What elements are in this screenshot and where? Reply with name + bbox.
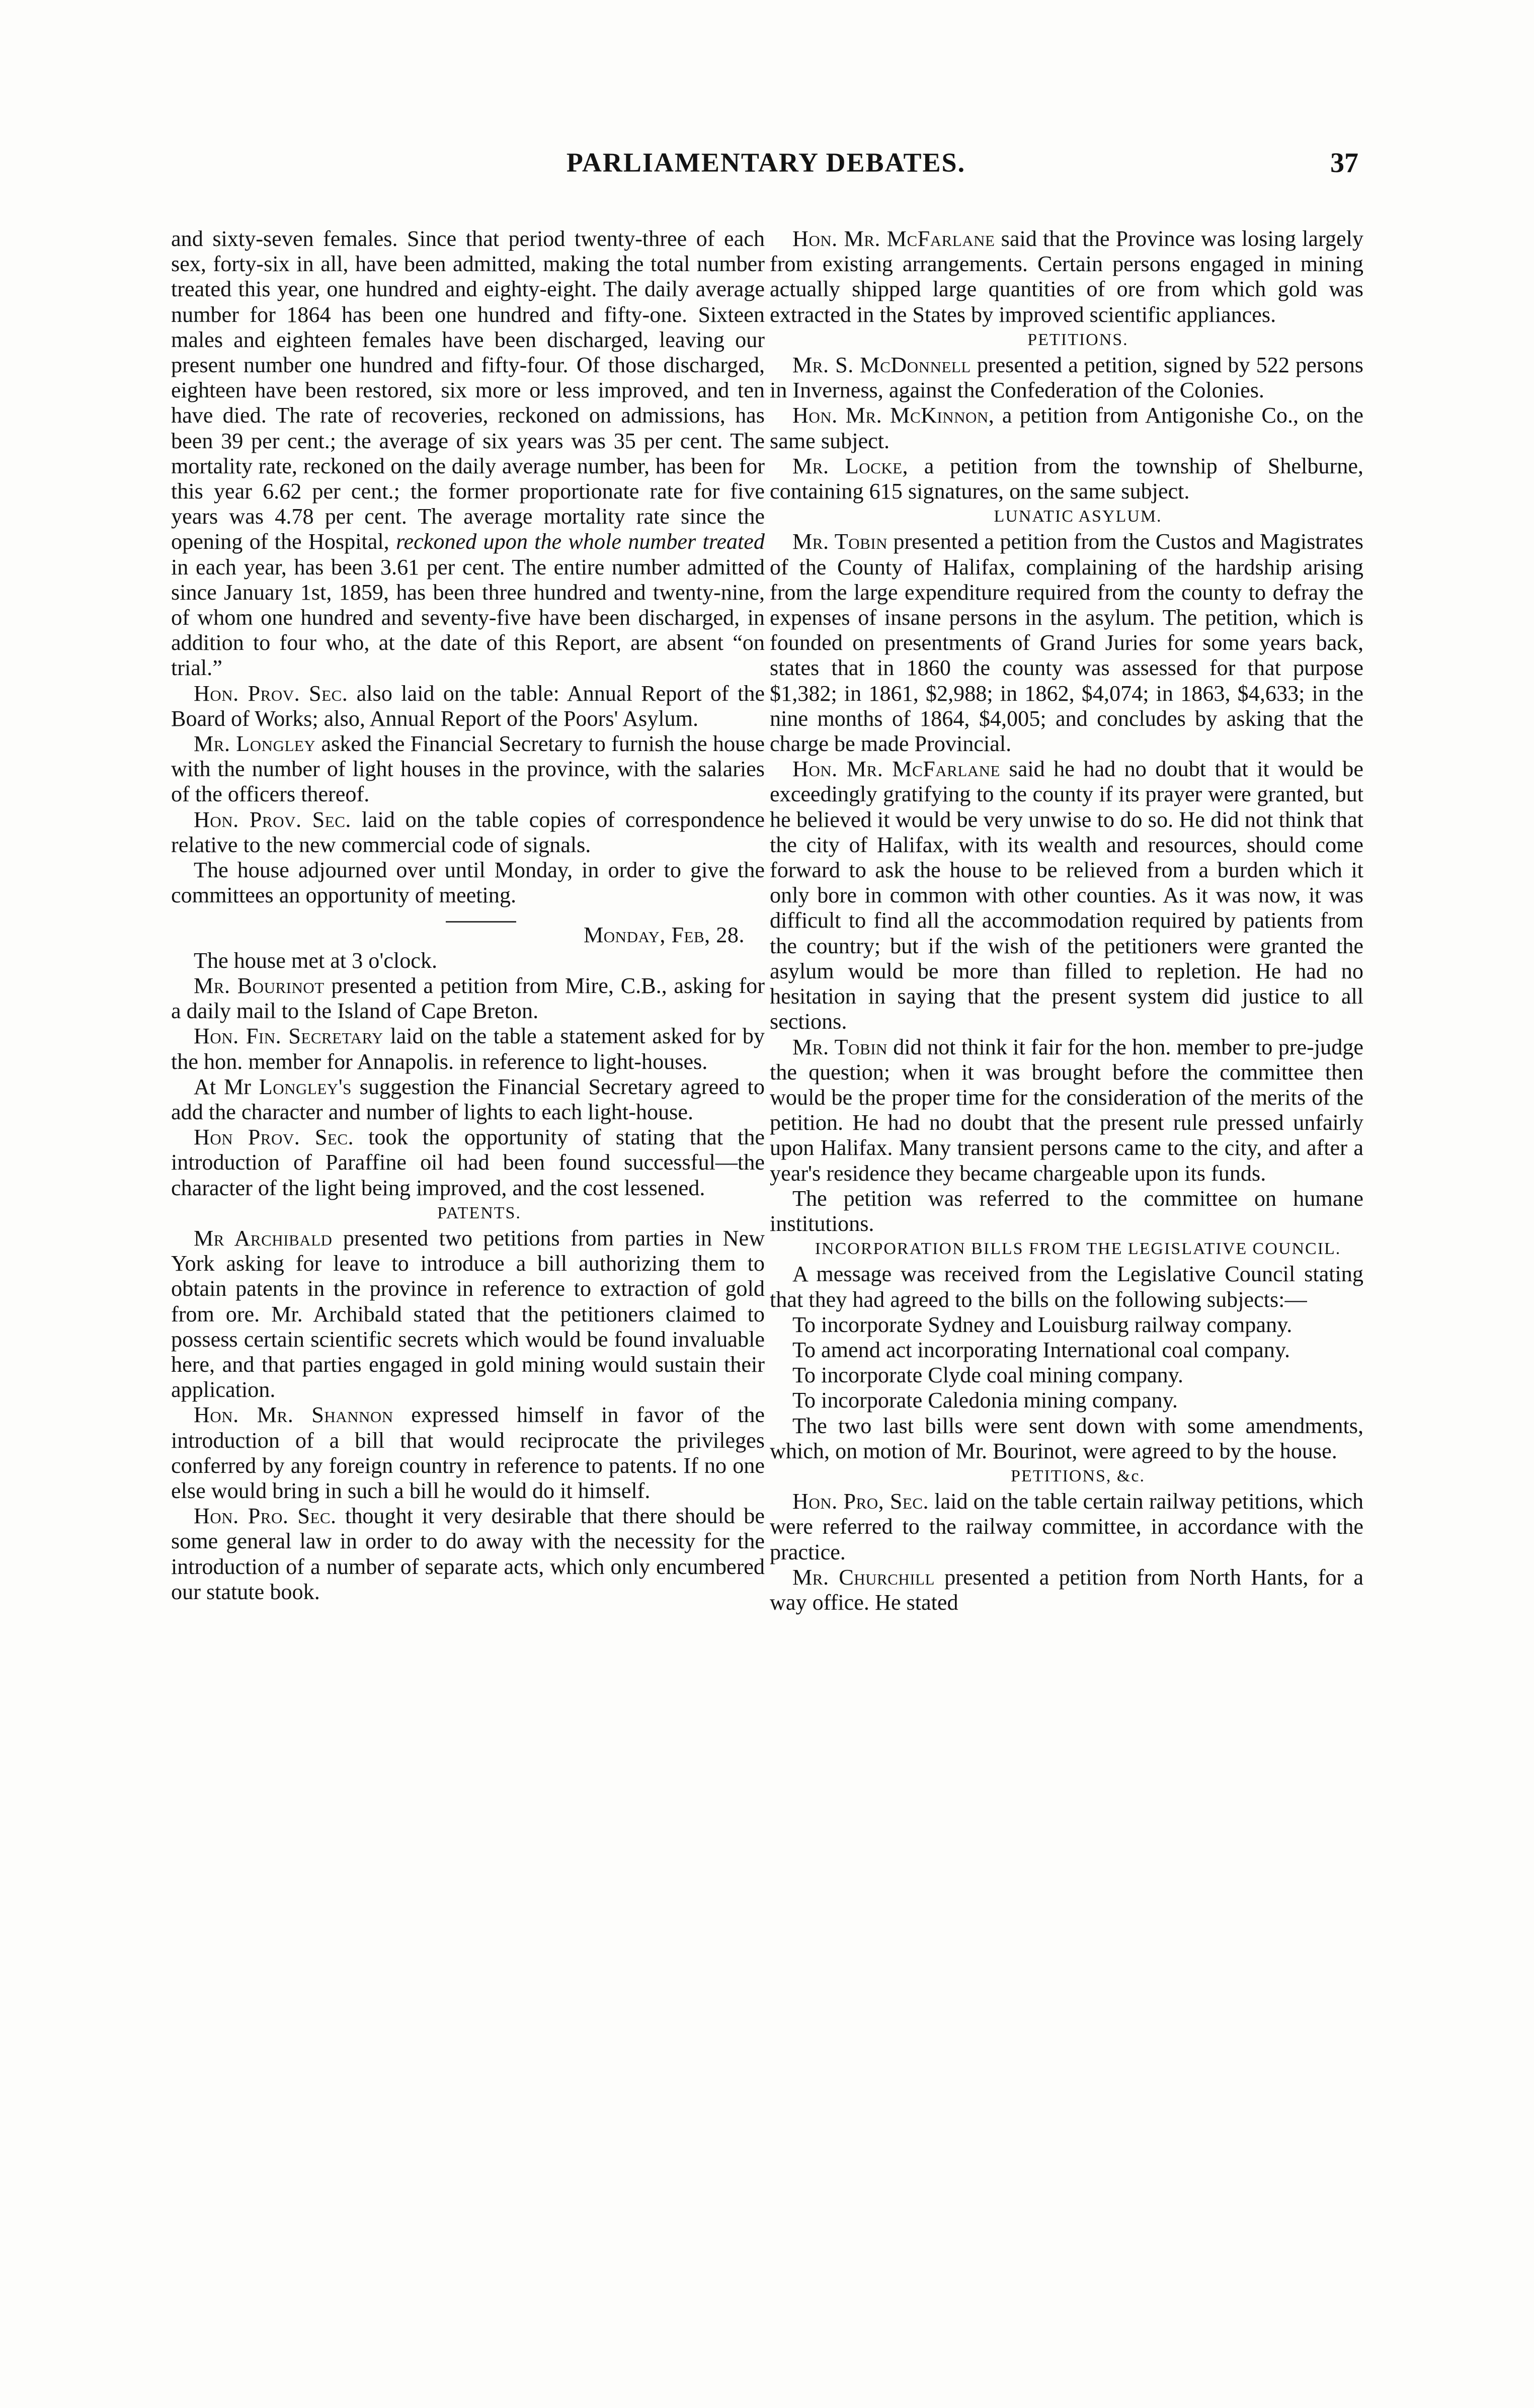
speaker-name: Hon. Pro, Sec.	[792, 1489, 929, 1514]
page-number: 37	[1330, 147, 1358, 179]
speaker-name: Hon. Mr. Shannon	[194, 1402, 393, 1428]
paragraph: Mr. S. McDonnell presented a petition, signed by 522 persons in Inverness, against the Confederation of the Colonies.	[770, 353, 1363, 403]
section-heading: PETITIONS.	[1027, 330, 1128, 349]
speaker-name: Mr. Tobin	[792, 529, 887, 554]
paragraph: and sixty-seven females. Since that period twenty-three of each sex, forty-six in all, have been admitted, making the total number treated this year, one hundred and eighty-eight. The daily average number for 1864 has been one hundred and fifty-one. Sixteen males and eighteen females have been discharged, leaving our present number one hundred and fifty-four. Of those discharged, eighteen have been restored, six more or less improved, and ten have died. The rate of recoveries, reckoned on admissions, has been 39 per cent.; the average of six years was 35 per cent. The mortality rate, reckoned on the daily average number, has been for this year 6.62 per cent.; the former proportionate rate for five years was 4.78 per cent. The average mortality rate since the opening of the Hospital, reckoned upon the whole number treated in each year, has been 3.61 per cent. The entire number admitted since January 1st, 1859, has been three hundred and twenty-nine, of whom one hundred and seventy-five have been discharged, in addition to four who, at the date of this Report, are absent “on trial.”	[171, 226, 765, 681]
paragraph: Hon. Fin. Secretary laid on the table a statement asked for by the hon. member for Annapolis. in reference to light-houses.	[171, 1024, 765, 1074]
paragraph: Mr. Tobin presented a petition from the Custos and Magistrates of the County of Halifax, complaining of the hardship arising from the large expenditure required from the county to defray the expenses of insane persons in the asylum. The petition, which is founded on presentments of Grand Juries for some years back, states that in 1860 the county was assessed for that purpose $1,382; in 1861, $2,988; in 1862, $4,074; in 1863, $4,633; in the nine months of 1864, $4,005; and concludes by asking that the charge be made Provincial.	[770, 529, 1363, 757]
list-item: To incorporate Clyde coal mining company.	[792, 1363, 1183, 1388]
speaker-name: Mr. Longley	[194, 731, 316, 757]
section-heading: LUNATIC ASYLUM.	[994, 507, 1162, 526]
dateline: Monday, Feb, 28.	[584, 923, 745, 948]
speaker-name: Hon Prov. Sec.	[194, 1125, 354, 1150]
page-title: PARLIAMENTARY DEBATES.	[566, 147, 966, 178]
speaker-name: Hon. Fin. Secretary	[194, 1024, 383, 1049]
paragraph: Hon. Prov. Sec. laid on the table copies of correspondence relative to the new commercial code of signals.	[171, 807, 765, 857]
paragraph: The house adjourned over until Monday, in order to give the committees an opportunity of meeting.	[171, 858, 765, 908]
paragraph: Mr. Bourinot presented a petition from Mire, C.B., asking for a daily mail to the Island of Cape Breton.	[171, 973, 765, 1024]
speaker-name: Mr. Locke,	[792, 453, 909, 478]
speaker-name: Mr Archibald	[194, 1225, 333, 1251]
paragraph: Mr. Locke, a petition from the township of Shelburne, containing 615 signatures, on the same subject.	[770, 453, 1363, 504]
paragraph: Mr Archibald presented two petitions from parties in New York asking for leave to introduce a bill authorizing them to obtain patents in the province in reference to extraction of gold from ore. Mr. Archibald stated that the petitioners claimed to possess certain scientific secrets which would be found invaluable here, and that parties engaged in gold mining would sustain their application.	[171, 1225, 765, 1402]
paragraph: Hon. Mr. McKinnon, a petition from Antigonishe Co., on the same subject.	[770, 403, 1363, 453]
section-heading: PETITIONS, &c.	[1011, 1466, 1145, 1485]
section-heading: INCORPORATION BILLS FROM THE LEGISLATIVE COUNCIL.	[815, 1239, 1341, 1259]
paragraph: Mr. Longley asked the Financial Secretary to furnish the house with the number of light houses in the province, with the salaries of the officers thereof.	[171, 731, 765, 807]
right-column	[770, 226, 1363, 2314]
paragraph: The two last bills were sent down with some amendments, which, on motion of Mr. Bourinot, were agreed to by the house.	[770, 1413, 1363, 1463]
paragraph: Hon. Mr. McFarlane said that the Province was losing largely from existing arrangements. Certain persons engaged in mining actually shipped large quantities of ore from which gold was extracted in the States by improved scientific appliances.	[770, 226, 1363, 327]
paragraph: Hon. Pro, Sec. laid on the table certain railway petitions, which were referred to the railway committee, in accordance with the practice.	[770, 1489, 1363, 1564]
list-item: To incorporate Sydney and Louisburg railway company.	[792, 1312, 1293, 1337]
speaker-name: Hon. Prov. Sec.	[194, 681, 348, 706]
paragraph: A message was received from the Legislative Council stating that they had agreed to the bills on the following subjects:—	[770, 1262, 1363, 1312]
left-column	[171, 226, 765, 2314]
speaker-name: Hon. Prov. Sec.	[194, 807, 351, 832]
list-item: To incorporate Caledonia mining company.	[792, 1388, 1178, 1413]
speaker-name: Mr. Bourinot	[194, 973, 325, 998]
page-header	[174, 147, 1358, 182]
speaker-name: Mr. S. McDonnell	[792, 353, 971, 378]
section-heading: PATENTS.	[437, 1203, 521, 1222]
speaker-name: Longley's	[259, 1074, 352, 1099]
speaker-name: Hon. Mr. McFarlane	[792, 226, 995, 251]
paragraph: Mr. Tobin did not think it fair for the hon. member to pre-judge the question; when it was brought before the committee then would be the proper time for the consideration of the merits of the petition. He had no doubt that the present rule pressed unfairly upon Halifax. Many transient persons came to the city, and after a year's residence they became chargeable upon its funds.	[770, 1034, 1363, 1186]
speaker-name: Mr. Churchill	[792, 1564, 935, 1590]
speaker-name: Hon. Pro. Sec.	[194, 1504, 337, 1529]
paragraph: Mr. Churchill presented a petition from North Hants, for a way office. He stated	[770, 1564, 1363, 1615]
paragraph: The petition was referred to the committee on humane institutions.	[770, 1186, 1363, 1236]
paragraph: Hon Prov. Sec. took the opportunity of stating that the introduction of Paraffine oil had been found successful—the character of the light being improved, and the cost lessened.	[171, 1125, 765, 1200]
paragraph: Hon. Pro. Sec. thought it very desirable that there should be some general law in order to do away with the necessity for the introduction of a number of separate acts, which only encumbered our statute book.	[171, 1504, 765, 1604]
paragraph: The house met at 3 o'clock.	[194, 948, 438, 973]
list-item: To amend act incorporating International coal company.	[792, 1337, 1290, 1362]
paragraph: Hon. Prov. Sec. also laid on the table: Annual Report of the Board of Works; also, Annual Report of the Poors' Asylum.	[171, 681, 765, 731]
paragraph: Hon. Mr. Shannon expressed himself in favor of the introduction of a bill that would reciprocate the privileges conferred by any foreign country in reference to patents. If no one else would bring in such a bill he would do it himself.	[171, 1402, 765, 1503]
paragraph: Hon. Mr. McFarlane said he had no doubt that it would be exceedingly gratifying to the county if its prayer were granted, but he believed it would be very unwise to do so. He did not think that the city of Halifax, with its wealth and resources, should come forward to ask the house to be relieved from a burden which it only bore in common with other counties. As it was now, it was difficult to find all the accommodation required by patients from the country; but if the wish of the petitioners were granted the asylum would be more than filled to repletion. He had no hesitation in saying that the present system did justice to all sections.	[770, 757, 1363, 1034]
speaker-name: Mr. Tobin	[792, 1034, 887, 1059]
speaker-name: Hon. Mr. McFarlane	[792, 757, 1000, 782]
speaker-name: Hon. Mr. McKinnon,	[792, 403, 995, 428]
paragraph: At Mr Longley's suggestion the Financial Secretary agreed to add the character and number of lights to each light-house.	[171, 1074, 765, 1124]
